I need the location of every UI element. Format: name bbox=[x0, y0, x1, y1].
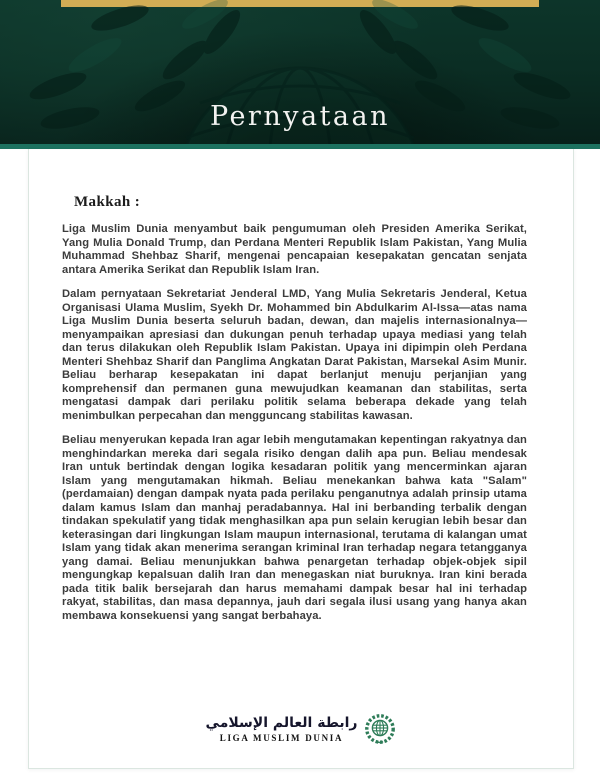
logo-text-block bbox=[206, 715, 358, 743]
page-title: Pernyataan bbox=[209, 101, 390, 132]
location-heading: Makkah : bbox=[74, 194, 141, 210]
statement-body bbox=[62, 223, 527, 623]
paragraph-2: Dalam pernyataan Sekretariat Jenderal LMD, Yang Mulia Sekretaris Jenderal, Ketua Organisasi Ulama Muslim, Syekh Dr. Mohammed bin Abdulkarim Al-Issa—atas nama Liga Muslim Dunia beserta seluruh badan, dewan, dan majelis internasionalnya—menyampaikan apresiasi dan dukungan penuh terhadap upaya mediasi yang telah dan terus dilakukan oleh Republik Islam Pakistan. Upaya ini dipimpin oleh Perdana Menteri Shehbaz Sharif dan Panglima Angkatan Darat Pakistan, Marsekal Asim Munir. Beliau berharap kesepakatan ini dapat berlanjut menuju perjanjian yang komprehensif dan permanen guna mewujudkan keamanan dan stabilitas, serta mengatasi dampak dari perilaku politik selama beberapa dekade yang telah menimbulkan perpecahan dan mengguncang stabilitas kawasan. bbox=[62, 288, 527, 422]
paragraph-1: Liga Muslim Dunia menyambut baik pengumuman oleh Presiden Amerika Serikat, Yang Mulia Donald Trump, dan Perdana Menteri Republik Islam Pakistan, Yang Mulia Muhammad Shehbaz Sharif, mengenai pencapaian kesepakatan gencatan senjata antara Amerika Serikat dan Republik Islam Iran. bbox=[62, 223, 527, 276]
wreath-globe-emblem-icon bbox=[364, 713, 396, 745]
paragraph-3: Beliau menyerukan kepada Iran agar lebih mengutamakan kepentingan rakyatnya dan menghindarkan mereka dari segala risiko dengan dalih apa pun. Beliau mendesak Iran untuk bertindak dengan logika kesadaran politik yang mencerminkan ajaran Islam yang mengutamakan hikmah. Beliau menekankan bahwa kata "Salam" (perdamaian) dengan dampak nyata pada perilaku penganutnya adalah prinsip utama dalam kamus Islam dan manhaj peradabannya. Hal ini berbanding terbalik dengan tindakan spekulatif yang tidak menghasilkan apa pun selain kerugian lebih besar dan keterasingan dari lingkungan Islam maupun internasional, terutama di kalangan umat Islam yang tidak akan menerima serangan kriminal Iran terhadap negara tetangganya yang damai. Beliau menunjukkan bahwa penargetan terhadap objek-objek sipil mengungkap kepalsuan dalih Iran dan menegaskan niat buruknya. Iran kini berada pada titik balik bersejarah dan harus memahami dampak besar hal ini terhadap rakyat, stabilitas, dan masa depannya, jauh dari segala ilusi usang yang hanya akan membawa konsekuensi yang sangat berbahaya. bbox=[62, 434, 527, 622]
logo-arabic-calligraphy: رابطة العالم الإسلامي bbox=[205, 715, 358, 731]
statement-header bbox=[0, 0, 600, 149]
organization-logo bbox=[29, 713, 573, 745]
statement-card bbox=[28, 149, 574, 769]
logo-latin-name: LIGA MUSLIM DUNIA bbox=[219, 733, 344, 743]
